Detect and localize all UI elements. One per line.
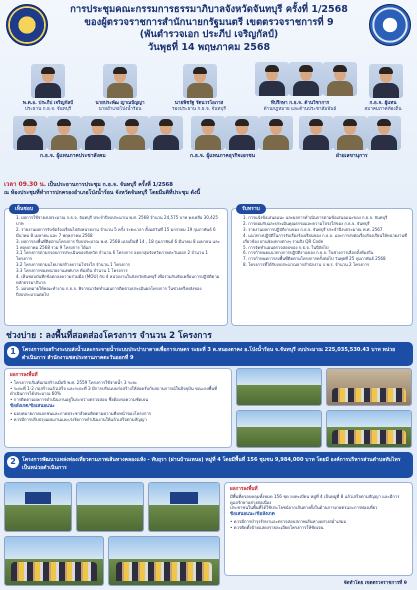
project-2-result-item: มีพื้นที่ครอบคลุมทั้งหมด 156 ชุด ลงทะเบียน หมู่ที่ 4 เป็นหมู่ที่ 8 แล้วเสร็จตามสัญญา และมีการดูแลรักษาอย่างต่อเนื่อง: [230, 494, 400, 505]
member-portrait: [146, 116, 186, 150]
acknowledged-item: 4. แนวทางปฏิบัติในการรับเรื่องร้องเรียนของ ก.ธ.จ. และการส่งต่อเรื่องร้องเรียนให้หน่วยงานที่เกี่ยวข้อง ผ่านช่องทางต่างๆ รวมถึง QR Code: [243, 232, 407, 244]
acknowledged-item: 1. การแจ้งข้อเสนอแนะ และผลการดำเนินการตามข้อเสนอแนะของ ก.ธ.จ. จันทบุรี: [243, 215, 388, 220]
portrait-photo: [289, 62, 323, 96]
approved-item: 2. รายงานผลการรับข้อร้องเรียนไปยังหน่วยงาน จำนวน 5 ครั้ง ระยะเวลา ตั้งแต่วันที่ 15 มกราคม 19 กุมภาพันธ์ 6 มีนาคม 8 เมษายน และ 7 พฤษภาคม 2568: [16, 226, 216, 238]
label-private-sector: ก.ธ.จ. ผู้แทนภาคธุรกิจเอกชน: [190, 153, 256, 159]
official-portrait: [366, 64, 406, 98]
project-1-number: 1: [7, 346, 19, 358]
portrait-photo: [323, 62, 357, 96]
member-portrait: [364, 116, 404, 150]
official-name-4: ทีปรึกษา ก.ธ.จ. ด้านวิชาการ ด้านกฎหมาย และด้านประชาสัมพันธ์: [263, 101, 337, 112]
approved-item: 3.1 โครงการตามกรอบการประเมินของจังหวัด จำนวน 6 โครงการ ออกกลุ่มจังหวัดภาคตะวันออก 2 จำนวน 1 โครงการ: [16, 250, 208, 262]
project-2-photo-sign: [4, 482, 72, 532]
project-2-banner: [4, 452, 413, 478]
portrait-photo: [183, 64, 217, 98]
official-name-3: นายพิชรัฐ รัตนวรโอภาส รองประธาน ก.ธ.จ. จันทบุรี: [172, 101, 226, 112]
acknowledged-item: 3. รายงานผลการปฏิบัติงานของ ก.ธ.จ. จันทบุรี ประจำปีงบประมาณ พ.ศ. 2567: [243, 226, 383, 232]
project-2-suggestion-item: • ควรมีการบำรุงรักษาและตรวจสอบสภาพเส้นทางอย่างสม่ำเสมอ: [230, 519, 347, 525]
title-line-3: (พันตำรวจเอก ประภีป เจริญกัลป์): [139, 29, 279, 40]
meeting-time: เวลา 09.30 น.: [4, 181, 47, 188]
project-1-suggestion-heading: ข้อสังเกต/ข้อเสนอแนะ: [10, 403, 55, 409]
agenda-acknowledged: [231, 208, 413, 326]
project-1-text: โครงการก่อสร้างระบบส่งน้ำและกระจายน้ำระบบประปาบาดาลเพื่อการเกษตร ระยะที่ 3 ต.หนองตาคง อ.โป่งน้ำร้อน จ.จันทบุรี งบประมาณ 225,035,530.43 บาท หน่วยดำเนินการ สำนักงานชลประทานภาคตะวันออกที่ 9: [22, 347, 396, 362]
project-2-suggestion-heading: ข้อเสนอแนะ/ข้อสังเกต: [230, 512, 275, 518]
project-1-result-item: • ระยะที่ 1-2 ก่อสร้างแล้วเสร็จ และระยะที่ 3 มีการปรับแบบก่อสร้างให้สอดรับกับสถานการณ์ในปัจจุบัน ขณะลงพื้นที่ดำเนินการได้ประมาณ 60%: [10, 385, 218, 397]
acknowledged-item: 8. โครงการที่ได้รับงบประมาณจากสำนักงาน ก.พ.ร. จำนวน 2 โครงการ: [243, 262, 370, 268]
title-line-1: การประชุมคณะกรรมการธรรมาภิบาลจังหวัดจันทบุรี ครั้งที่ 1/2568: [70, 4, 348, 15]
acknowledged-item: 7. การกำหนดการลงพื้นที่ติดตามโครงการครั้งต่อไป วันพุธที่ 25 กุมภาพันธ์ 2568: [243, 256, 386, 262]
project-1-suggestion-item: • ควรมีการปรับปรุงแผนงานและเร่งรัดการดำเนินงานให้แล้วเสร็จตามสัญญา: [10, 416, 147, 422]
project-2-text: โครงการพัฒนาแหล่งท่องเที่ยวตามภาพเส้นทางคลองแห้ง - ทับยุรา (ผ่านบ้านเหนอ) หมู่ที่ 4 โดยมีพื้นที่ 156 ชุมชน 9,984,000 บาท โดยมี องค์การบริหารส่วนตำบลทับไทรเป็นหน่วยดำเนินการ: [22, 457, 401, 472]
meeting-text-1: เป็นประธานการประชุม ก.ธ.จ. จันทบุรี ครั้งที่ 1/2568: [47, 182, 173, 188]
project-2-result-heading: ผลการลงพื้นที่: [230, 487, 258, 492]
project-2-photo-road: [76, 482, 144, 532]
approved-item: 5. มอบหมายให้คณะทำงาน ก.ธ.จ. พิจารณาจัดทำแผนการติดตามประเมินผลโครงการ ในช่วงครึ่งหลังของปีงบประมาณต่อไป: [16, 285, 202, 297]
approved-item: 3. ผลการลงพื้นที่ติดตามโครงการ ปีงบประมาณ พ.ศ. 2568 แบ่งเป็นที่ 14 , 18 กุมภาพันธ์ 6 มีนาคม 8 เมษายน และ 1 พฤษภาคม 2568 รวม 9 โครงการ ได้แก่: [16, 238, 220, 250]
project-1-results: [4, 368, 232, 448]
acknowledged-list: [237, 215, 407, 268]
project-1-photo-pipes: [236, 410, 322, 448]
project-2-results: [224, 482, 413, 576]
office-seal-icon: [369, 4, 411, 46]
acknowledged-pill: รับทราบ: [236, 204, 266, 214]
project-2-photo-group: [108, 536, 220, 586]
official-portrait: [100, 64, 140, 98]
label-civil-society: ก.ธ.จ. ผู้แทนภาคประชาสังคม: [40, 153, 106, 159]
approved-item: 3.2 โครงการตามนโยบายสร้างความโปร่งใส จำนวน 1 โครงการ: [16, 262, 131, 268]
portrait-photo: [31, 64, 65, 98]
approved-pill: เห็นชอบ: [9, 204, 39, 214]
project-2-number: 2: [7, 456, 19, 468]
project-1-result-heading: ผลการลงพื้นที่: [10, 373, 38, 378]
title-block: [54, 4, 364, 54]
title-line-2: ของผู้ตรวจราชการสำนักนายกรัฐมนตรี เขตตรวจราชการที่ 9: [84, 16, 334, 28]
site-visit-title: ช่วงบ่าย : ลงพื้นที่สอดส่องโครงการ จำนวน 2 โครงการ: [6, 331, 212, 341]
project-2-photo-team: [4, 536, 104, 586]
meeting-text-2: ณ ห้องประชุมที่ทำการปกครองอำเภอโป่งน้ำร้อน จังหวัดจันทบุรี โดยมีมติที่ประชุม ดังนี้: [4, 190, 201, 196]
meeting-summary: [4, 181, 413, 201]
approved-item: 4. เห็นชอบบันทึกข้อตกลงความร่วมมือ (MOU) กับ 4 หน่วยงานในจังหวัดจันทบุรี เพื่อร่วมกันขับเคลื่อนการปฏิบัติตามหลักธรรมาภิบาล: [16, 274, 220, 285]
official-portrait: [180, 64, 220, 98]
agenda-approved: [4, 208, 228, 326]
project-1-result-item: • โครงการเริ่มต้นก่อสร้างเมื่อปี พ.ศ. 2559 โครงการใช้จ่ายน้ำ 3 ระยะ: [10, 380, 138, 385]
project-1-banner: [4, 342, 413, 366]
approved-item: 1. ผลการใช้จ่ายงบประมาณ ก.ธ.จ. จันทบุรี ประจำปีงบประมาณ พ.ศ. 2568 จำนวน 24,575 บาท คงเหลือ 30,425 บาท: [16, 215, 218, 226]
official-portrait: [320, 62, 360, 96]
project-2-result-item: ประชาชนในพื้นที่ได้ใช้ประโยชน์จากเส้นทางทั้งในด้านการเกษตรและการท่องเที่ยว: [230, 505, 378, 511]
project-1-photo-canal: [236, 368, 322, 406]
project-1-suggestion-item: • มอบหมายภาคเอกชนและภาคประชาสังคมติดตามความคืบหน้าของโครงการ: [10, 410, 151, 416]
title-date: วันพุธที่ 14 พฤษภาคม 2568: [147, 41, 271, 53]
acknowledged-item: 6. การกำหนดแนวทางการปฏิบัติงานของ ก.ธ.จ. ในช่วงการเลือกตั้งท้องถิ่น: [243, 250, 374, 256]
official-name-5: ก.ธ.จ. ผู้แทน สมาคมภาคท้องถิ่น: [364, 101, 402, 112]
official-portrait: [28, 64, 68, 98]
project-1-photo-group: [326, 410, 412, 448]
project-2-suggestion-item: • ควรติดตั้งป้ายแสดงรายละเอียดโครงการให้ชัดเจน: [230, 524, 324, 530]
portrait-photo: [369, 64, 403, 98]
project-1-result-item: • การติดตามผลการดำเนินงานอยู่ในระหว่างตรวจสอบ ซึ่งต้องรอความชัดเจน: [10, 397, 149, 403]
credit-text: จัดทำโดย เขตตรวจราชการที่ 9: [343, 581, 407, 586]
approved-list: [10, 215, 222, 298]
official-name-1: พ.ต.อ. ประภีป เจริญกัลป์ ประธาน ก.ธ.จ. จันทบุรี: [22, 101, 74, 112]
official-name-2: นายประพัฒ ญาณปัญญา นายอำเภอโป่งน้ำร้อน: [95, 101, 145, 112]
project-2-photo-billboard: [148, 482, 220, 532]
label-secretariat: ฝ่ายเลขานุการ: [336, 153, 368, 159]
acknowledged-item: 2. การยอมรับและประเมินคุณธรรมและความโปร่งใสของ ก.ธ.จ. จันทบุรี: [243, 220, 370, 226]
province-seal-icon: [6, 4, 48, 46]
portrait-photo: [103, 64, 137, 98]
portrait-photo: [255, 62, 289, 96]
header: [0, 0, 417, 62]
member-portrait: [256, 116, 296, 150]
acknowledged-item: 5. การจัดทำแผนตรวจสอบของ ก.ธ.จ. ในปีถัดไป: [243, 244, 329, 250]
project-1-photo-meeting: [326, 368, 412, 406]
approved-item: 3.3 โครงการของหน่วยงานเทศบาล ท้องถิ่น จำนวน 1 โครงการ: [16, 268, 128, 274]
